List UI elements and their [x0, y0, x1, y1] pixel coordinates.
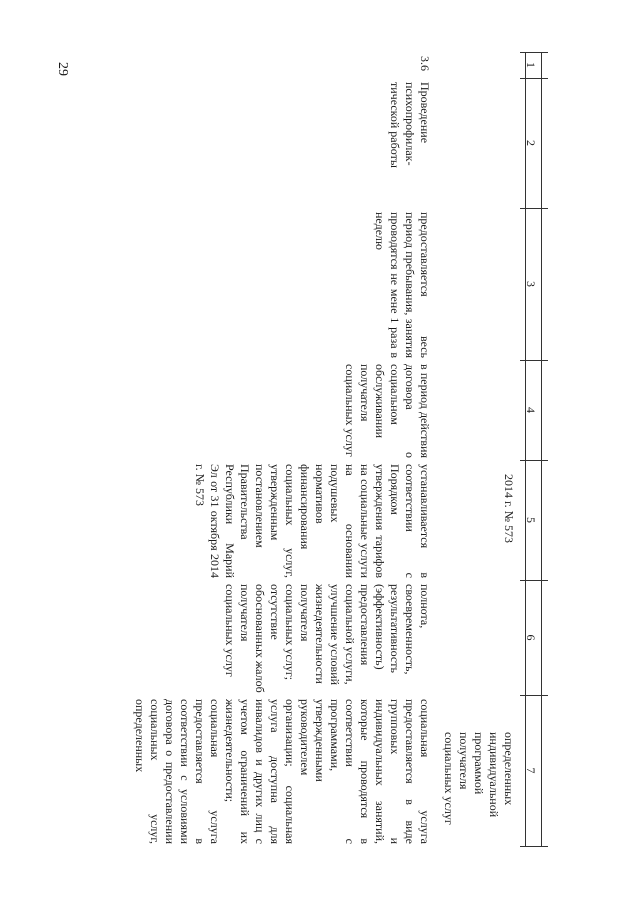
col-border — [520, 846, 548, 847]
service-conditions: социальная услуга предоставляется в виде групповых и индивидуальных занятий, которые проводятся в соответствии с программами, утвержденными руководителем организации; социальная услуга доступна для инвалидов и других лиц с учетом ограничений их жизнедеятельности; социальная услуга предоставляется в соответствии с условиями договора о предоставлении социальных услуг, определенных — [133, 699, 432, 844]
service-term: в период действия договора о социальном обслуживании получателя социальных услуг — [343, 364, 432, 458]
col-header-1: 1 — [524, 62, 538, 68]
col-header-6: 6 — [524, 634, 538, 641]
col-header-2: 2 — [524, 140, 538, 146]
col-header-3: 3 — [524, 281, 538, 287]
row-number: 3.6 — [418, 56, 432, 71]
continuation-col5: 2014 г. № 573 — [502, 474, 516, 544]
col-header-5: 5 — [524, 517, 538, 523]
col-header-7: 7 — [524, 767, 538, 774]
col-header-4: 4 — [524, 407, 538, 413]
service-tariff: устанавливается в соответствии с Порядком утверждения тарифов на социальные услуги на основании подушевых нормативов финансирования социальных услуг, утвержденным постановлением Правительства Республики Марий Эл от 31 октября 2014 г. № 573 — [193, 464, 432, 578]
service-indicators: полнота, своевременность, результативность (эффективность) предоставления социальной услуги, улучшение условий жизнедеятельности получателя социальных услуг; отсутствие обоснованных жалоб получателя социальных услуг — [223, 584, 432, 693]
page-number: 29 — [55, 62, 70, 76]
table-top-border — [541, 52, 542, 846]
service-name: Проведение психопрофилак-тической работы — [388, 82, 432, 168]
continuation-col7: определенных индивидуальной программой получателя социальных услуг — [442, 732, 516, 825]
service-frequency: предоставляется весь период пребывания, занятия проводятся не мене 1 раза в неделю — [373, 212, 432, 358]
